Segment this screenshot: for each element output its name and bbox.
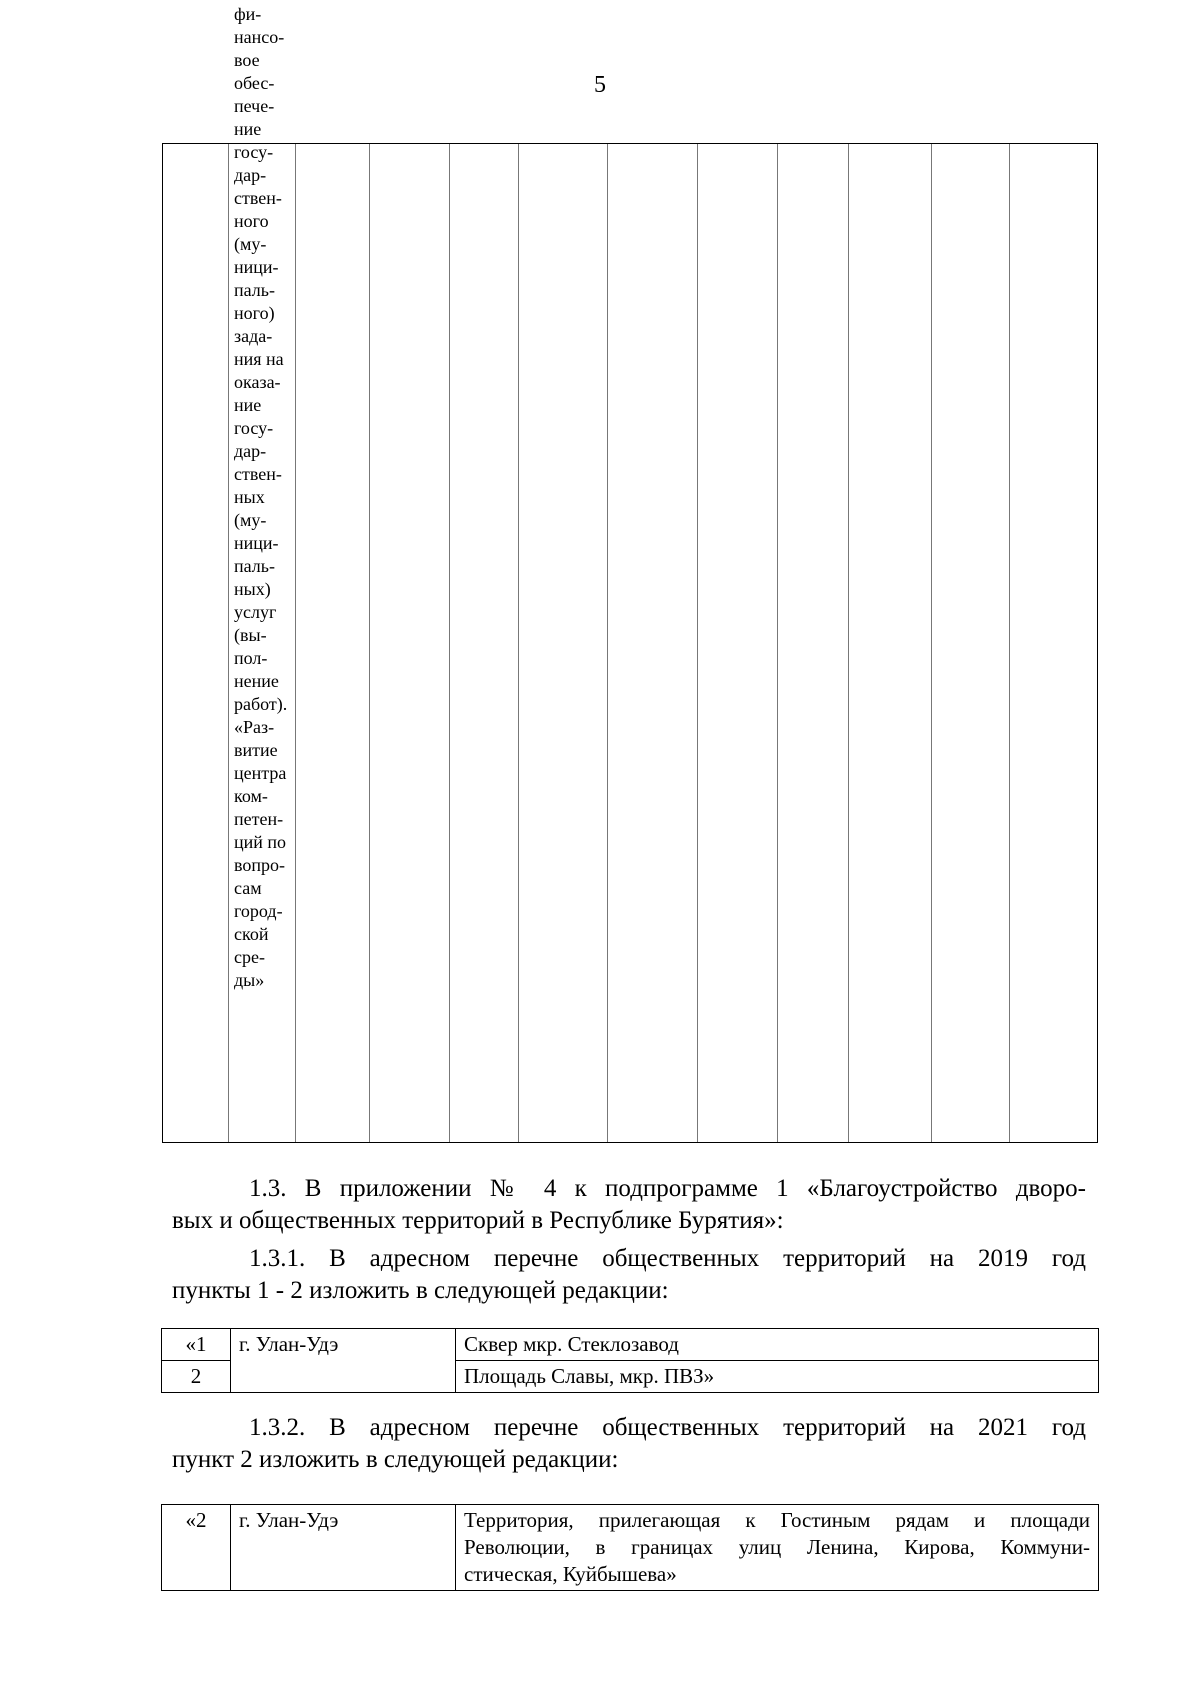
cell-text-line: пече- <box>234 96 275 116</box>
cell-text-line: ных) <box>234 579 271 599</box>
city-cell: г. Улан-Удэ <box>231 1329 456 1393</box>
cell-text-line: обес- <box>234 73 275 93</box>
cell-text-line: дар- <box>234 165 267 185</box>
cell-text-line: оказа- <box>234 372 281 392</box>
paragraph-line: 1.3. В приложении № 4 к подпрограмме 1 «Благоустройство дворо- <box>249 1175 1086 1202</box>
cell-text-line: ды» <box>234 970 265 990</box>
row-number: «2 <box>162 1505 231 1591</box>
table-row <box>162 1505 1099 1591</box>
cell-text-line: (вы- <box>234 625 267 645</box>
section-1-3-1-paragraph <box>172 1243 1086 1307</box>
cell-text-line: центра <box>234 763 287 783</box>
cell-text-line: (му- <box>234 510 267 530</box>
cell-text-line: зада- <box>234 326 273 346</box>
table-cell-description <box>234 3 298 992</box>
cell-text-line: город- <box>234 901 283 921</box>
cell-text-line: сре- <box>234 947 265 967</box>
cell-text-line: витие <box>234 740 278 760</box>
table-row <box>162 1329 1099 1361</box>
paragraph-line: вых и общественных территорий в Республике Бурятия»: <box>172 1207 784 1234</box>
cell-text-line: паль- <box>234 280 275 300</box>
cell-text-line: ций по <box>234 832 287 852</box>
cell-text-line: ного) <box>234 303 275 323</box>
cell-text-line: паль- <box>234 556 275 576</box>
paragraph-line: 1.3.2. В адресном перечне общественных территорий на 2021 год <box>249 1414 1086 1441</box>
object-cell: Площадь Славы, мкр. ПВЗ» <box>456 1361 1099 1393</box>
paragraph-line: 1.3.1. В адресном перечне общественных территорий на 2019 год <box>249 1245 1086 1272</box>
cell-text-line: ного <box>234 211 269 231</box>
cell-text-line: ствен- <box>234 464 282 484</box>
object-line: Революции, в границах улиц Ленина, Кирова, Коммуни- <box>464 1535 1090 1559</box>
cell-text-line: нение <box>234 671 279 691</box>
cell-text-line: пол- <box>234 648 268 668</box>
continuation-table <box>162 143 1098 1143</box>
cell-text-line: ници- <box>234 533 279 553</box>
cell-text-line: (му- <box>234 234 267 254</box>
paragraph-line: пункты 1 - 2 изложить в следующей редакции: <box>172 1277 669 1304</box>
cell-text-line: ных <box>234 487 265 507</box>
row-number: 2 <box>162 1361 231 1393</box>
cell-text-line: нансо- <box>234 27 285 47</box>
cell-text-line: ком- <box>234 786 268 806</box>
section-1-3-paragraph <box>172 1173 1086 1237</box>
paragraph-line: пункт 2 изложить в следующей редакции: <box>172 1446 619 1473</box>
cell-text-line: петен- <box>234 809 284 829</box>
cell-text-line: ние <box>234 395 262 415</box>
object-cell <box>456 1505 1099 1591</box>
cell-text-line: «Раз- <box>234 717 275 737</box>
cell-text-line: ствен- <box>234 188 282 208</box>
city-cell: г. Улан-Удэ <box>231 1505 456 1591</box>
cell-text-line: вое <box>234 50 260 70</box>
object-line: стическая, Куйбышева» <box>464 1562 677 1586</box>
cell-text-line: ние <box>234 119 262 139</box>
table-2019 <box>161 1328 1099 1393</box>
cell-text-line: госу- <box>234 142 274 162</box>
object-line: Территория, прилегающая к Гостиным рядам и площади <box>464 1508 1090 1532</box>
cell-text-line: фи- <box>234 4 262 24</box>
cell-text-line: ници- <box>234 257 279 277</box>
row-number: «1 <box>162 1329 231 1361</box>
object-cell: Сквер мкр. Стеклозавод <box>456 1329 1099 1361</box>
cell-text-line: дар- <box>234 441 267 461</box>
cell-text-line: вопро- <box>234 855 286 875</box>
cell-text-line: работ). <box>234 694 288 714</box>
cell-text-line: сам <box>234 878 262 898</box>
table-2021 <box>161 1504 1099 1591</box>
cell-text-line: ской <box>234 924 269 944</box>
cell-text-line: ния на <box>234 349 284 369</box>
section-1-3-2-paragraph <box>172 1412 1086 1476</box>
page-number: 5 <box>594 72 606 98</box>
cell-text-line: госу- <box>234 418 274 438</box>
cell-text-line: услуг <box>234 602 277 622</box>
